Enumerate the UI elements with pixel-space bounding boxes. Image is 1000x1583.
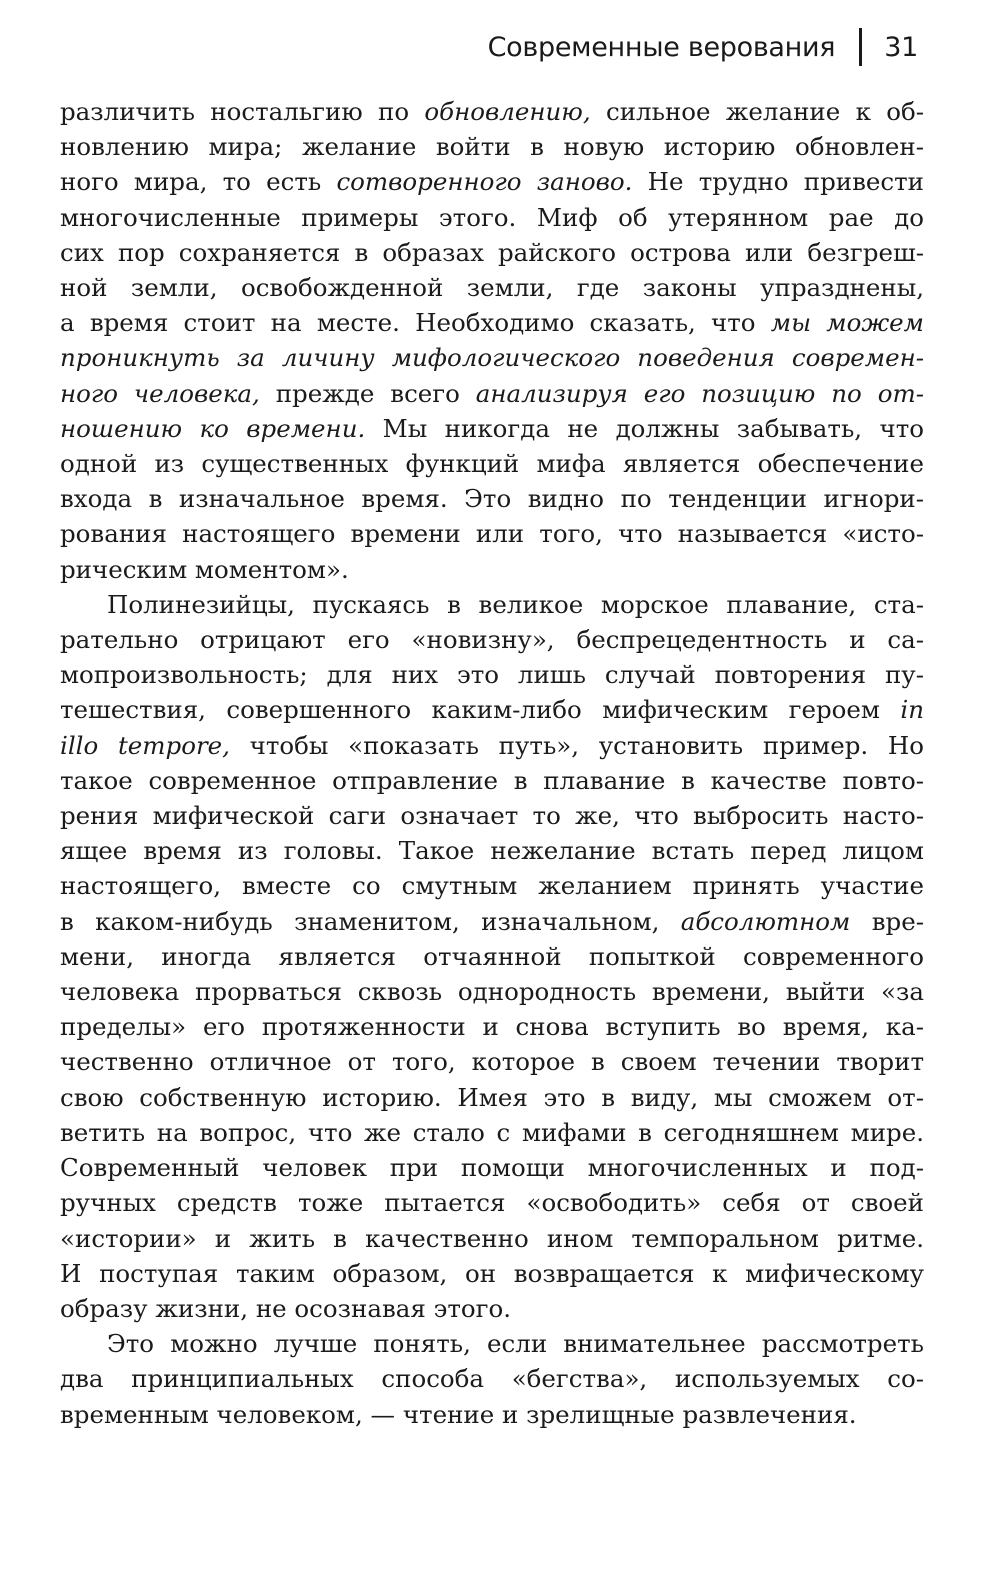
text-run: ручных средств тоже пытается «освободить» себя от своей (60, 1188, 924, 1218)
text-run: Не трудно привести (632, 167, 924, 197)
text-run: такое современное отправление в плавание в качестве повто- (60, 765, 924, 795)
text-line (60, 587, 924, 622)
text-run: сильное желание к об- (590, 97, 924, 126)
body-text (60, 94, 924, 1432)
header-divider (859, 28, 862, 66)
text-run: рическим моментом». (60, 554, 349, 584)
text-line (60, 1397, 924, 1432)
text-line (60, 833, 924, 868)
text-line (60, 1185, 924, 1220)
text-run: мопроизвольность; для них это лишь случай повторения пу- (60, 660, 924, 690)
italic-run: проникнуть за личину мифологического поведения современ- (60, 343, 924, 373)
text-run: временным человеком, — чтение и зрелищные развлечения. (60, 1399, 857, 1429)
text-line (60, 1044, 924, 1079)
text-line (60, 516, 924, 551)
section-title: Современные верования (487, 31, 836, 63)
text-run: одной из существенных функций мифа является обеспечение (60, 449, 924, 479)
text-line (60, 129, 924, 164)
text-line (60, 270, 924, 305)
text-run: в каком-нибудь знаменитом, изначальном, (60, 906, 681, 936)
italic-run: сотворенного заново. (336, 167, 633, 197)
text-line (60, 763, 924, 798)
text-run: «истории» и жить в качественно ином темпоральном ритме. (60, 1223, 924, 1253)
text-line (60, 305, 924, 340)
text-line (60, 868, 924, 903)
text-line (60, 904, 924, 939)
text-run: тешествия, совершенного каким-либо мифическим героем (60, 695, 901, 725)
text-run: ной земли, освобожденной земли, где законы упразднены, (60, 273, 924, 303)
text-run: Это можно лучше понять, если внимательнее рассмотреть (107, 1329, 924, 1359)
text-run: прежде всего (259, 378, 476, 408)
text-line (60, 340, 924, 375)
text-run: рования настоящего времени или того, что называется «исто- (60, 519, 924, 549)
text-run: а время стоит на месте. Необходимо сказать, что (60, 308, 771, 338)
text-run: Мы никогда не должны забывать, что (365, 413, 924, 443)
text-run: различить ностальгию по (60, 97, 425, 126)
text-run: Современный человек при помощи многочисленных и под- (60, 1153, 924, 1183)
text-run: рательно отрицают его «новизну», беспрецедентность и са- (60, 625, 924, 655)
paragraph (60, 94, 924, 587)
text-run: мени, иногда является отчаянной попыткой современного (60, 941, 924, 971)
text-line (60, 552, 924, 587)
text-line (60, 235, 924, 270)
text-run: свою собственную историю. Имея это в виду, мы сможем от- (60, 1082, 924, 1112)
text-line (60, 94, 924, 129)
text-line (60, 974, 924, 1009)
text-line (60, 692, 924, 727)
text-run: входа в изначальное время. Это видно по тенденции игнори- (60, 484, 924, 514)
text-run: чтобы «показать путь», установить пример. Но (229, 730, 925, 760)
italic-run: абсолютном (680, 906, 851, 936)
text-line (60, 1115, 924, 1150)
paragraph (60, 587, 924, 1326)
text-line (60, 446, 924, 481)
text-run: образу жизни, не осознавая этого. (60, 1293, 512, 1323)
text-line (60, 728, 924, 763)
italic-run: ношению ко времени. (60, 413, 366, 443)
text-line (60, 200, 924, 235)
text-line (60, 376, 924, 411)
text-line (60, 481, 924, 516)
text-line (60, 1080, 924, 1115)
text-line (60, 798, 924, 833)
italic-run: ного человека, (60, 378, 260, 408)
italic-run: illo tempore, (60, 730, 230, 760)
italic-run: мы можем (770, 308, 924, 338)
text-run: рения мифической саги означает то же, что выбросить насто- (60, 801, 924, 831)
text-run: два принципиальных способа «бегства», используемых со- (60, 1364, 924, 1394)
text-run: настоящего, вместе со смутным желанием принять участие (60, 871, 924, 901)
text-run: ного мира, то есть (60, 167, 337, 197)
text-run: Полинезийцы, пускаясь в великое морское плавание, ста- (107, 589, 924, 619)
text-run: сих пор сохраняется в образах райского острова или безгреш- (60, 237, 924, 267)
text-line (60, 622, 924, 657)
text-run: вре- (850, 906, 924, 936)
running-head (488, 28, 918, 66)
italic-run: обновлению, (424, 97, 591, 126)
text-line (60, 1361, 924, 1396)
text-line (60, 164, 924, 199)
text-run: ветить на вопрос, что же стало с мифами в сегодняшнем мире. (60, 1117, 924, 1147)
text-line (60, 939, 924, 974)
italic-run: in (900, 695, 924, 725)
text-run: пределы» его протяженности и снова вступить во время, ка- (60, 1012, 924, 1042)
text-line (60, 1256, 924, 1291)
text-line (60, 657, 924, 692)
text-run: И поступая таким образом, он возвращается к мифическому (60, 1258, 924, 1288)
text-run: ящее время из головы. Такое нежелание встать перед лицом (60, 836, 924, 866)
text-run: чественно отличное от того, которое в своем течении творит (60, 1047, 924, 1077)
page-number: 31 (884, 31, 918, 63)
paragraph (60, 1326, 924, 1432)
text-line (60, 1150, 924, 1185)
text-line (60, 1009, 924, 1044)
text-line (60, 1221, 924, 1256)
text-line (60, 411, 924, 446)
text-run: человека прорваться сквозь однородность времени, выйти «за (60, 977, 924, 1007)
italic-run: анализируя его позицию по от- (475, 378, 924, 408)
text-line (60, 1291, 924, 1326)
text-run: новлению мира; желание войти в новую историю обновлен- (60, 132, 924, 162)
text-run: многочисленные примеры этого. Миф об утерянном рае до (60, 202, 924, 232)
text-line (60, 1326, 924, 1361)
